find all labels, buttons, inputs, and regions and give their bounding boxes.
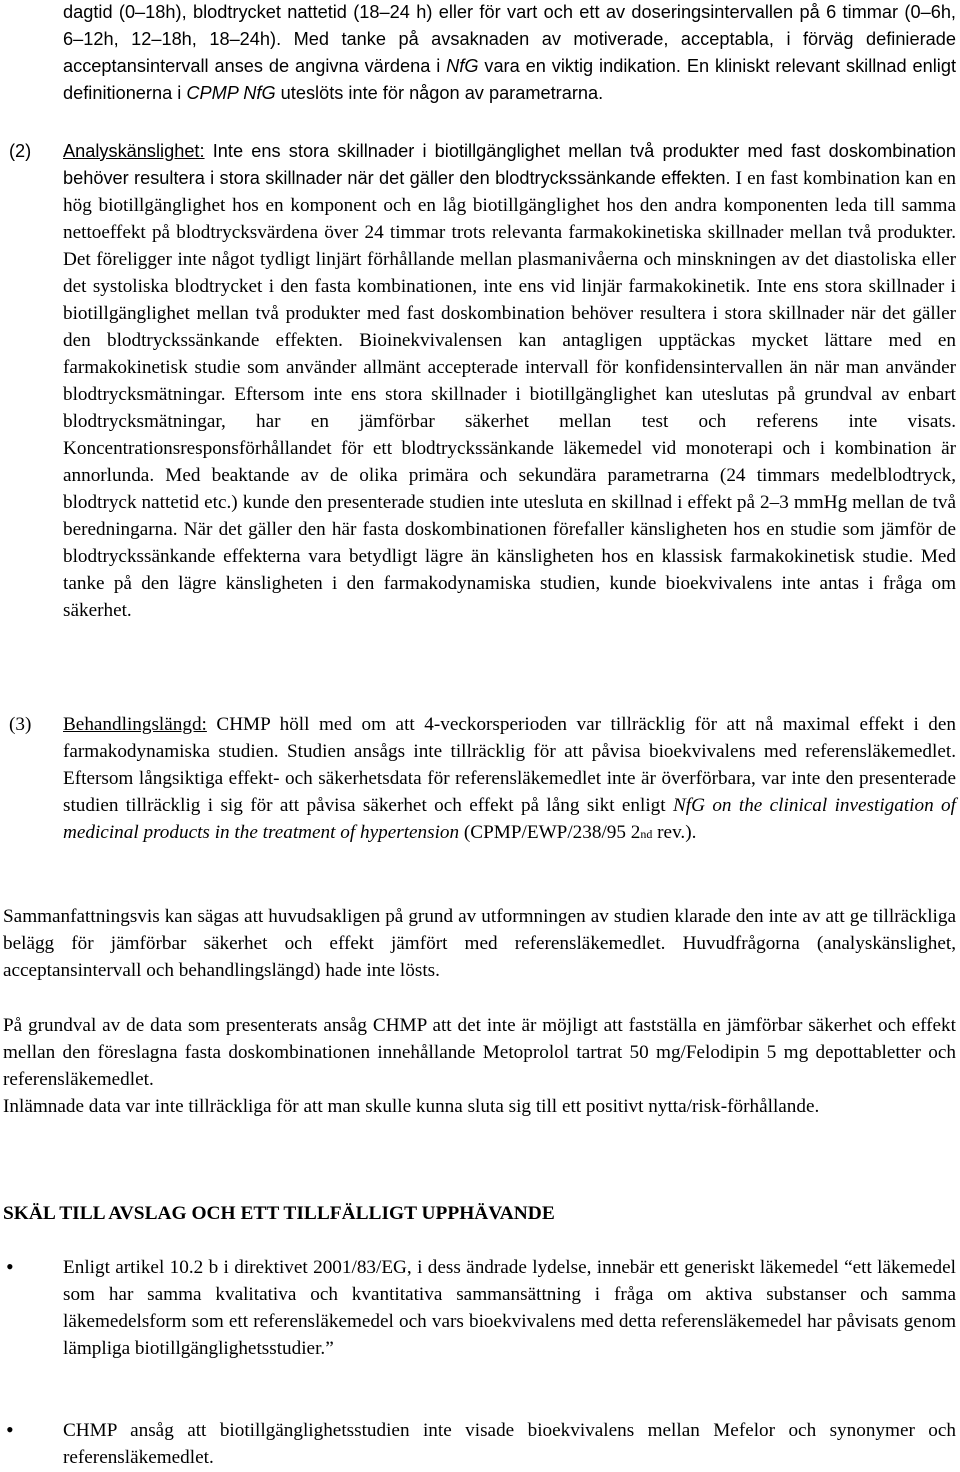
item3-reference-end: rev.).: [652, 822, 697, 843]
bullet-marker: •: [6, 1254, 14, 1279]
item3-text: CHMP höll med om att 4-veckorsperioden var tillräcklig för att nå maximal effekt i den farmakodynamiska studien. Studien ansågs inte tillräcklig för att påvisa bioekvivalens med referensläkemedlet. Eftersom långsiktiga effekt- och säkerhetsdata för referensläkemedlet inte är överförbara, var inte den presenterade studien tillräcklig i sig för att påvisa säkerhet och effekt på lång sikt enligt: [63, 714, 956, 816]
item3-reference: (CPMP/EWP/238/95 2: [459, 822, 641, 843]
item1-paragraph: [63, 0, 956, 107]
risk-benefit-paragraph: Inlämnade data var inte tillräckliga för att man skulle kunna sluta sig till ett positivt nytta/risk-förhållande.: [3, 1096, 820, 1117]
bullet-item-generic-definition: Enligt artikel 10.2 b i direktivet 2001/83/EG, i dess ändrade lydelse, innebär ett generiskt läkemedel “ett läkemedel som har samma kvalitativa och kvantitativa sammansättning i fråga om aktiva substanser och samma läkemedelsform som ett referensläkemedel och vars bioekvivalens med detta referensläkemedel har påvisats genom lämpliga biotillgänglighetsstudier.”: [63, 1257, 956, 1359]
section-heading: SKÄL TILL AVSLAG OCH ETT TILLFÄLLIGT UPPHÄVANDE: [3, 1203, 555, 1224]
item1-text-a: dagtid (0–18h), blodtrycket nattetid (18–24 h) eller för vart och ett av doseringsintervallen på 6 timmar (0–6h, 6–12h, 12–18h, 18–24h). Med tanke på avsaknaden av motiverade, acceptabla, i förväg definierade acceptansintervall anses de angivna värdena i: [63, 2, 956, 76]
item1-nfg-ref: NfG: [446, 56, 479, 76]
item3-number: (3): [9, 714, 32, 735]
item2-heading: Analyskänslighet:: [63, 141, 205, 161]
bullet-item-chmp-conclusion: CHMP ansåg att biotillgänglighetsstudien inte visade bioekvivalens mellan Mefelor och synonymer och referensläkemedlet.: [63, 1420, 956, 1468]
item2-text: I en fast kombination kan en hög biotillgänglighet hos en komponent och en låg biotillgänglighet hos den andra komponenten leda till samma nettoeffekt på blodtrycksvärdena över 24 timmar trots relevanta farmakokinetiska skillnader mellan två produkter. Det föreligger inte något tydligt linjärt förhållande mellan plasmanivåerna och minskningen av det diastoliska eller det systoliska blodtrycket i den fasta kombinationen, inte ens vid linjär farmakokinetik. Inte ens stora skillnader i biotillgänglighet mellan två produkter med fast doskombination behöver resultera i stora skillnader när det gäller den blodtryckssänkande effekten. Bioinekvivalensen kan antagligen upptäckas mycket lättare med en farmakokinetisk studie som använder allmänt accepterade intervall för konfidensintervallen än när man använder blodtrycksmätningar. Eftersom inte ens stora skillnader i biotillgänglighet kan uteslutas på grundval av enbart blodtrycksmätningar, har en jämförbar säkerhet mellan test och referens inte visats. Koncentrationsresponsförhållandet för ett blodtryckssänkande läkemedel vid monoterapi och i kombination är annorlunda. Med beaktande av de olika primära och sekundära parametrarna (24 timmars medelblodtryck, blodtryck nattetid etc.) kunde den presenterade studien inte utesluta en skillnad i effekt på 2–3 mmHg mellan de två beredningarna. När det gäller den här fasta doskombinationen förefaller känsligheten hos en studie som jämför de blodtryckssänkande effekterna vara betydligt lägre än känsligheten hos en klassisk farmakokinetisk studie. Med tanke på den lägre känsligheten i den farmakodynamiska studien, kunde bioekvivalens inte antas i fråga om säkerhet.: [63, 168, 956, 621]
item3-ordinal-suffix: nd: [640, 827, 653, 841]
bullet-marker: •: [6, 1417, 14, 1442]
item3-paragraph: [63, 711, 956, 848]
item2-paragraph: [63, 138, 956, 624]
conclusion-paragraph: På grundval av de data som presenterats ansåg CHMP att det inte är möjligt att fastställa en jämförbar säkerhet och effekt mellan den föreslagna fasta doskombinationen innehållande Metoprolol tartrat 50 mg/Felodipin 5 mg depottabletter och referensläkemedlet.: [3, 1015, 956, 1090]
item3-heading: Behandlingslängd:: [63, 714, 207, 735]
summary-paragraph: Sammanfattningsvis kan sägas att huvudsakligen på grund av utformningen av studien klarade den inte av att ge tillräckliga belägg för jämförbar säkerhet och effekt jämfört med referensläkemedlet. Huvudfrågorna (analyskänslighet, acceptansintervall och behandlingslängd) hade inte lösts.: [3, 906, 956, 981]
item1-text-c: uteslöts inte för någon av parametrarna.: [275, 83, 604, 103]
item2-sans-text: Inte ens stora skillnader i biotillgänglighet mellan två produkter med fast doskombination behöver resultera i stora skillnader när det gäller den blodtryckssänkande effekten.: [63, 141, 956, 188]
item2-number: (2): [9, 141, 32, 161]
item3-guideline-title: NfG on the clinical investigation of medicinal products in the treatment of hypertension: [63, 795, 956, 843]
item1-cpmp-ref: CPMP NfG: [186, 83, 276, 103]
item1-text-b: vara en viktig indikation. En kliniskt relevant skillnad enligt definitionerna i: [63, 56, 957, 103]
